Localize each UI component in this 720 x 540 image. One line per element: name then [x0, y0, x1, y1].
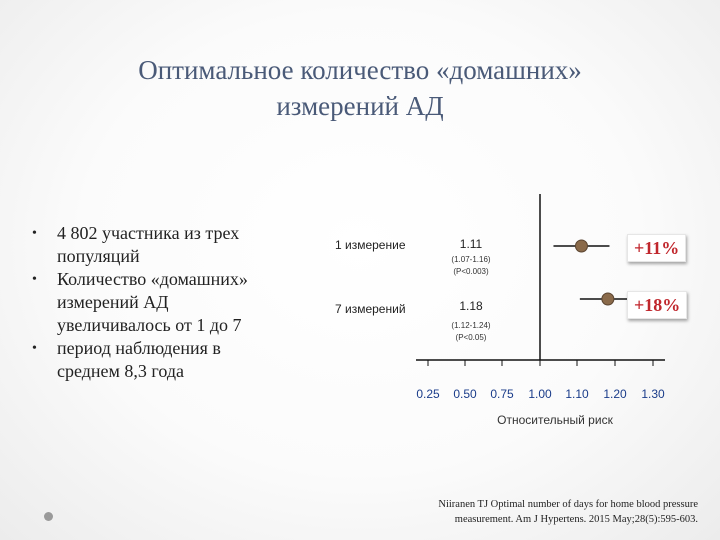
x-tick-label: 1.00 — [528, 387, 552, 401]
effect-badge-1: +11% — [627, 234, 686, 262]
bullet-text-line: период наблюдения в — [57, 338, 221, 358]
bullet-list — [30, 222, 320, 383]
estimates — [553, 240, 635, 305]
bullet-text-line: Количество «домашних» — [57, 269, 248, 289]
slide-title — [60, 52, 660, 124]
ci-text-2: (1.12-1.24) — [451, 321, 491, 330]
bullet-dot-icon: • — [32, 341, 37, 356]
estimate-marker-2 — [602, 293, 614, 305]
bullet-text-line: среднем 8,3 года — [57, 361, 184, 381]
row-label-2: 7 измерений — [335, 302, 406, 316]
bullet-item-participants — [30, 222, 320, 268]
estimate-text-2: 1.18 — [459, 299, 483, 313]
reference-line-1: Niiranen TJ Optimal number of days for home blood pressure — [438, 499, 698, 510]
effect-badge-2: +18% — [627, 291, 687, 319]
x-tick-label: 0.50 — [453, 387, 477, 401]
decorative-dot-icon — [44, 512, 53, 521]
bullet-dot-icon: • — [32, 226, 37, 241]
x-tick-label: 1.20 — [603, 387, 627, 401]
x-tick-label: 0.75 — [490, 387, 514, 401]
ci-text-1: (1.07-1.16) — [451, 255, 491, 264]
slide-title-line-2: измерений АД — [276, 91, 444, 121]
bullet-text-line: 4 802 участника из трех — [57, 223, 240, 243]
p-text-2: (P<0.05) — [455, 333, 487, 342]
row-1 — [335, 237, 491, 276]
bullet-item-measurements — [30, 268, 320, 337]
x-tick-label: 1.30 — [641, 387, 665, 401]
bullet-text-line: измерений АД — [57, 292, 169, 312]
x-tick-label: 0.25 — [416, 387, 440, 401]
bullet-text-line: увеличивалось от 1 до 7 — [57, 315, 242, 335]
bullet-text-line: популяций — [57, 246, 140, 266]
x-ticks — [416, 360, 665, 401]
x-tick-label: 1.10 — [565, 387, 589, 401]
reference-line-2: measurement. Am J Hypertens. 2015 May;28(5):595-603. — [454, 514, 698, 525]
row-label-1: 1 измерение — [335, 238, 406, 252]
x-axis-label: Относительный риск — [497, 413, 613, 427]
estimate-text-1: 1.11 — [459, 237, 483, 251]
bullet-item-followup — [30, 337, 320, 383]
estimate-marker-1 — [575, 240, 587, 252]
reference-citation — [438, 497, 698, 527]
row-2 — [335, 299, 491, 342]
slide-title-line-1: Оптимальное количество «домашних» — [138, 55, 582, 85]
bullet-dot-icon: • — [32, 272, 37, 287]
p-text-1: (P<0.003) — [453, 267, 489, 276]
